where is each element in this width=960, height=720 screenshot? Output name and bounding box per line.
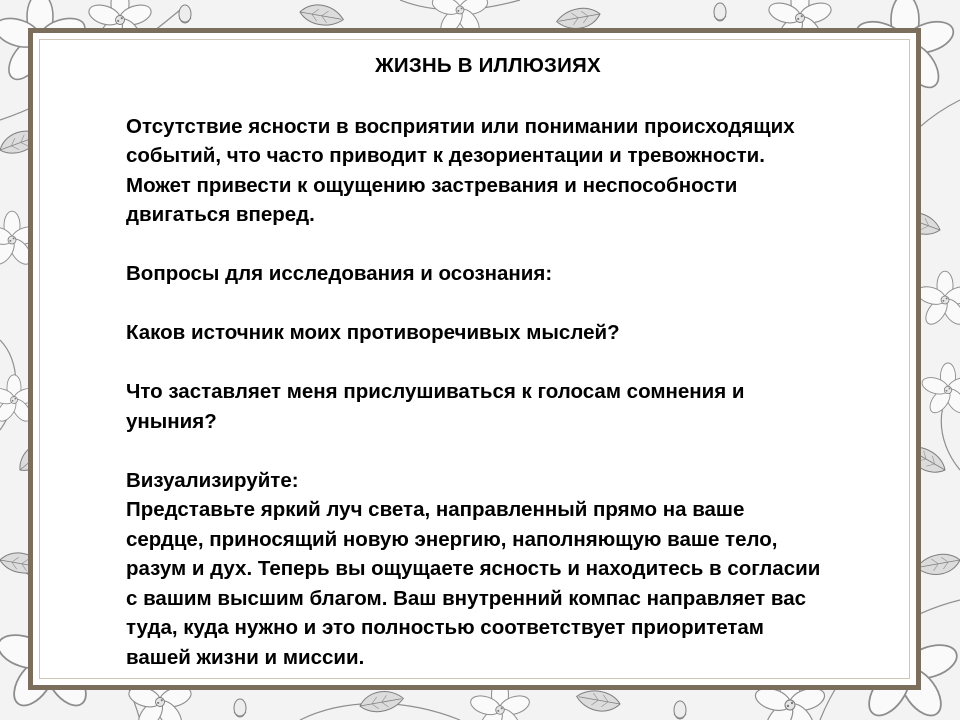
slide-title: ЖИЗНЬ В ИЛЛЮЗИЯХ (375, 54, 601, 77)
spacer (126, 289, 846, 319)
content-card (28, 28, 921, 690)
questions-heading: Вопросы для исследования и осознания: (126, 262, 553, 285)
spacer (126, 436, 846, 466)
description-paragraph: Отсутствие ясности в восприятии или понимании происходящих событий, что часто приводит к дезориентации и тревожности. Может привести к ощущению застревания и неспособности двигаться вперед. (126, 114, 795, 226)
visualize-paragraph: Представьте яркий луч света, направленный прямо на ваше сердце, приносящий новую энергию, наполняющую ваше тело, разум и дух. Теперь вы ощущаете ясность и находитесь в согласии с вашим высшим благом. Ваш внутренний компас направляет вас туда, куда нужно и это полностью соответствует приоритетам вашей жизни и миссии. (126, 498, 821, 669)
question-2: Что заставляет меня прислушиваться к голосам сомнения и уныния? (126, 380, 745, 433)
question-1: Каков источник моих противоречивых мыслей? (126, 321, 620, 344)
visualize-heading: Визуализируйте: (126, 468, 299, 492)
spacer (126, 230, 846, 260)
spacer (126, 348, 846, 378)
slide-content (126, 51, 846, 672)
